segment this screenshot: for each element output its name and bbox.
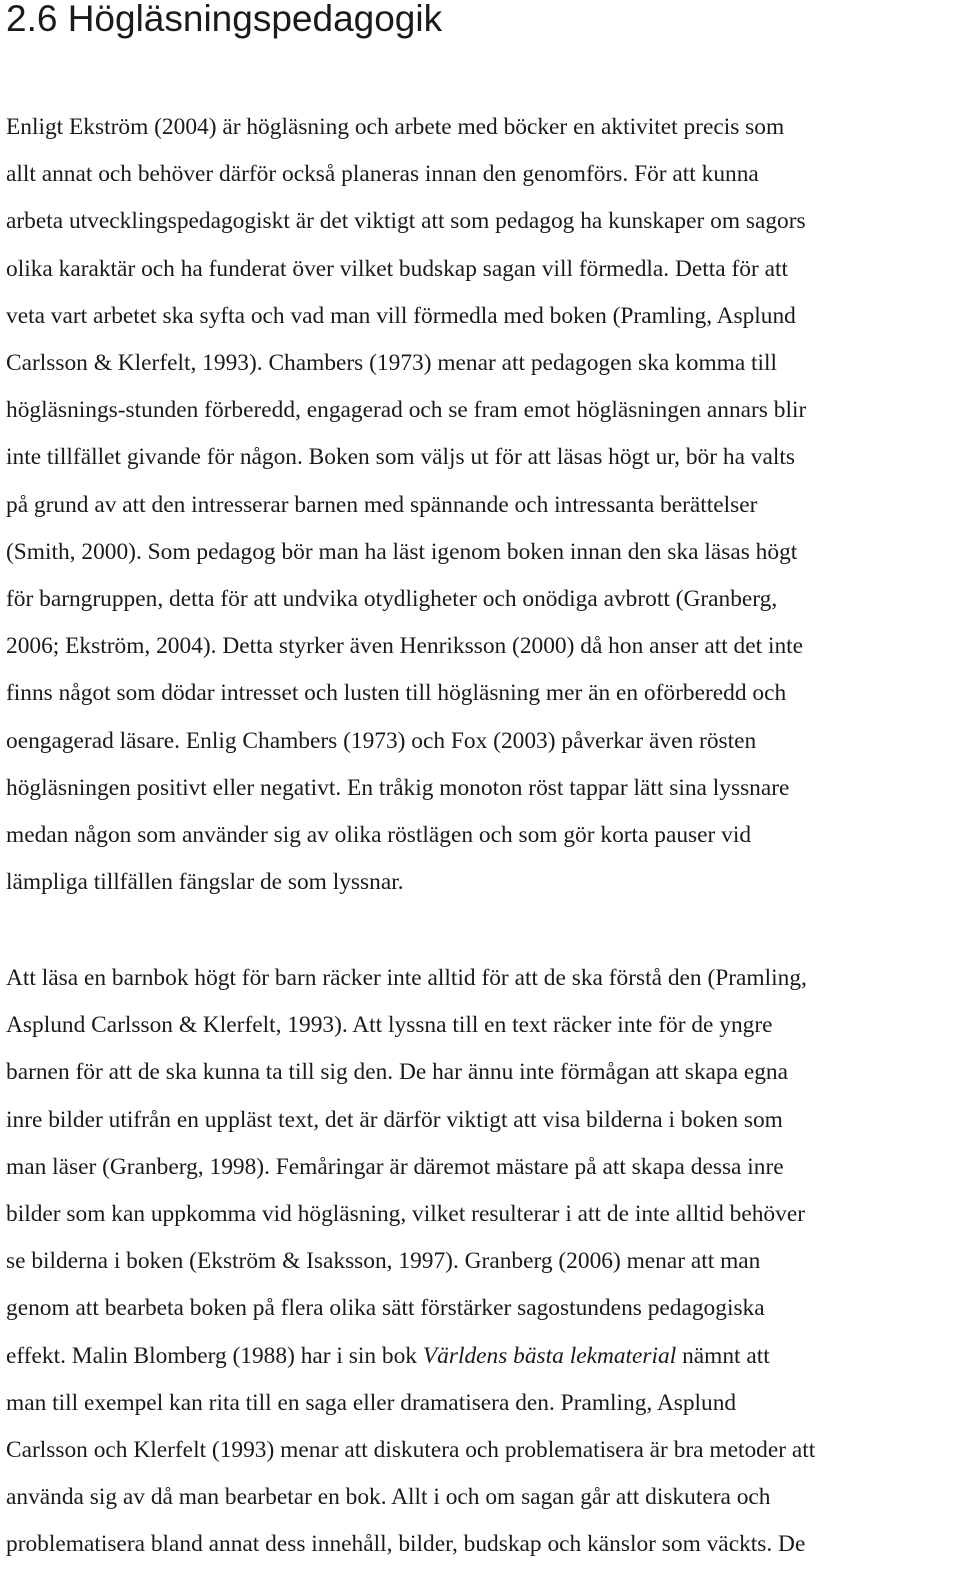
text-line: (Smith, 2000). Som pedagog bör man ha läst igenom boken innan den ska läsas högt (6, 538, 798, 565)
text-line: olika karaktär och ha funderat över vilket budskap sagan vill förmedla. Detta för att (6, 255, 788, 282)
text-line: Carlsson och Klerfelt (1993) menar att diskutera och problematisera är bra metoder att (6, 1437, 816, 1464)
text-line-with-book-title (6, 1333, 815, 1380)
text-line: problematisera bland annat dess innehåll, bilder, budskap och känslor som väckts. De (6, 1531, 806, 1558)
text-line: bilder som kan uppkomma vid högläsning, vilket resulterar i att de inte alltid behöver (6, 1201, 805, 1228)
text-line: medan någon som använder sig av olika röstlägen och som gör korta pauser vid (6, 822, 752, 849)
text-line: 2006; Ekström, 2004). Detta styrker även Henriksson (2000) då hon anser att det inte (6, 633, 804, 660)
text-line: lämpliga tillfällen fängslar de som lyssnar. (6, 869, 404, 896)
text-line: genom att bearbeta boken på flera olika sätt förstärker sagostundens pedagogiska (6, 1295, 765, 1322)
text-line: man till exempel kan rita till en saga eller dramatisera den. Pramling, Asplund (6, 1389, 737, 1416)
text-line: Att läsa en barnbok högt för barn räcker inte alltid för att de ska förstå den (Pramling, (6, 965, 807, 991)
text-line: inre bilder utifrån en uppläst text, det är därför viktigt att visa bilderna i boken som (6, 1106, 783, 1133)
paragraph-2 (6, 955, 815, 1569)
text-line: Enligt Ekström (2004) är högläsning och arbete med böcker en aktivitet precis som (6, 114, 785, 140)
book-title: Världens bästa lekmaterial (422, 1342, 677, 1369)
text-line: högläsnings-stunden förberedd, engagerad och se fram emot högläsningen annars blir (6, 397, 807, 424)
text-line: se bilderna i boken (Ekström & Isaksson, 1997). Granberg (2006) menar att man (6, 1248, 761, 1275)
text-line: på grund av att den intresserar barnen med spännande och intressanta berättelser (6, 491, 758, 518)
text-line: arbeta utvecklingspedagogiskt är det viktigt att som pedagog ha kunskaper om sagors (6, 208, 806, 235)
section-heading: 2.6 Högläsningspedagogik (6, 0, 443, 39)
text-line: finns något som dödar intresset och lusten till högläsning mer än en oförberedd och (6, 680, 787, 707)
paragraph-1 (6, 104, 806, 906)
text-fragment: nämnt att (676, 1342, 770, 1369)
text-line: använda sig av då man bearbetar en bok. Allt i och om sagan går att diskutera och (6, 1484, 771, 1511)
text-line: Asplund Carlsson & Klerfelt, 1993). Att lyssna till en text räcker inte för de yngre (6, 1012, 773, 1039)
text-line: allt annat och behöver därför också planeras innan den genomförs. För att kunna (6, 161, 759, 188)
text-line: högläsningen positivt eller negativt. En tråkig monoton röst tappar lätt sina lyssnare (6, 774, 790, 801)
text-line: inte tillfället givande för någon. Boken som väljs ut för att läsas högt ur, bör ha valts (6, 444, 795, 471)
text-line: barnen för att de ska kunna ta till sig den. De har ännu inte förmågan att skapa egna (6, 1059, 789, 1086)
text-line: veta vart arbetet ska syfta och vad man vill förmedla med boken (Pramling, Asplund (6, 302, 796, 329)
text-line: för barngruppen, detta för att undvika otydligheter och onödiga avbrott (Granberg, (6, 586, 778, 613)
text-line: oengagerad läsare. Enlig Chambers (1973) och Fox (2003) påverkar även rösten (6, 727, 757, 754)
text-line: Carlsson & Klerfelt, 1993). Chambers (1973) menar att pedagogen ska komma till (6, 350, 778, 377)
text-fragment: effekt. Malin Blomberg (1988) har i sin bok (6, 1342, 423, 1369)
text-line: man läser (Granberg, 1998). Femåringar är däremot mästare på att skapa dessa inre (6, 1153, 784, 1180)
